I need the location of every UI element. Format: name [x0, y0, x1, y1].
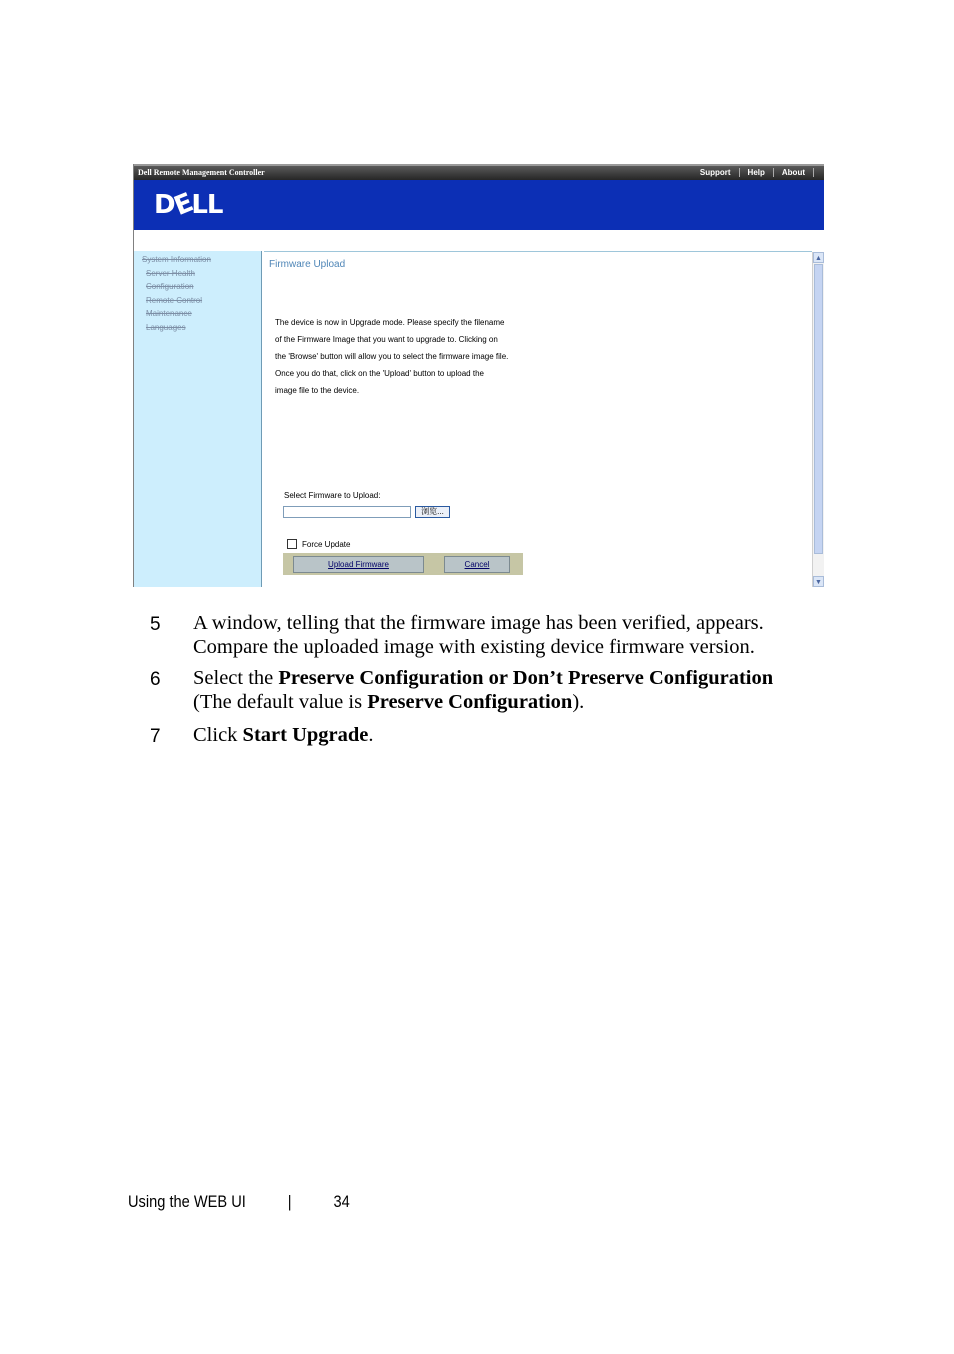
step-segment: Select the	[193, 667, 279, 689]
instruction-line: The device is now in Upgrade mode. Please specify the filename	[275, 318, 505, 327]
instruction-line: image file to the device.	[275, 386, 360, 395]
action-bar	[283, 553, 523, 575]
force-update-checkbox[interactable]	[287, 539, 297, 549]
dell-logo: DELL	[154, 187, 223, 223]
vertical-scrollbar[interactable]	[812, 252, 824, 587]
scroll-down-icon[interactable]: ▼	[813, 576, 824, 587]
step-line	[193, 636, 843, 660]
sidebar-item[interactable]: Server Health	[146, 268, 195, 278]
top-links	[692, 168, 814, 177]
header-banner	[134, 180, 824, 230]
step-emphasis: Start Upgrade	[242, 724, 369, 746]
page-footer	[128, 1192, 350, 1212]
upload-firmware-button[interactable]: Upload Firmware	[293, 556, 424, 573]
sidebar-item[interactable]: System Information	[142, 255, 211, 264]
page-number: 34	[333, 1192, 350, 1211]
support-link[interactable]: Support	[699, 168, 731, 177]
step-segment: Click	[193, 724, 243, 746]
sidebar-item[interactable]: Configuration	[146, 282, 194, 291]
step-line	[193, 724, 843, 748]
sidebar-item[interactable]: Maintenance	[146, 309, 192, 318]
step-number: 6	[150, 669, 161, 690]
select-firmware-label: Select Firmware to Upload:	[284, 491, 381, 500]
sidebar-item[interactable]: Remote Control	[146, 295, 203, 305]
firmware-file-input[interactable]	[283, 506, 411, 518]
step-text	[193, 667, 843, 714]
step-emphasis: Preserve Configuration or Don’t Preserve Configuration	[278, 667, 774, 689]
step-number: 5	[150, 614, 161, 635]
footer-section: Using the WEB UI	[128, 1192, 246, 1211]
firmware-upload-screenshot	[133, 164, 823, 587]
scroll-up-icon[interactable]: ▲	[813, 252, 824, 263]
step-text	[193, 724, 843, 748]
step-number: 7	[150, 726, 161, 747]
sidebar-nav	[142, 253, 211, 334]
step-line	[193, 612, 843, 636]
title-bar	[134, 164, 824, 180]
step-line	[193, 667, 843, 691]
link-divider	[813, 168, 814, 177]
page-title: Firmware Upload	[269, 259, 346, 270]
force-update-label: Force Update	[302, 539, 351, 549]
step-segment: .	[368, 724, 374, 746]
help-link[interactable]: Help	[739, 168, 773, 177]
about-link[interactable]: About	[773, 168, 813, 177]
step-line	[193, 691, 843, 715]
cancel-button[interactable]: Cancel	[444, 556, 510, 573]
instruction-line: of the Firmware Image that you want to upgrade to. Clicking on	[275, 335, 498, 344]
sidebar	[134, 251, 262, 587]
step-segment: ).	[572, 690, 585, 713]
scroll-thumb[interactable]	[814, 264, 823, 554]
step-segment: Compare the uploaded image with existing device firmware version.	[193, 635, 755, 658]
app-title: Dell Remote Management Controller	[138, 168, 265, 177]
sidebar-item[interactable]: Languages	[146, 322, 186, 332]
step-segment: (The default value is	[193, 690, 368, 713]
browse-button[interactable]: 浏览...	[415, 506, 450, 518]
force-update-row	[287, 539, 350, 549]
step-text	[193, 612, 843, 659]
instruction-line: the 'Browse' button will allow you to select the firmware image file.	[275, 352, 509, 361]
footer-separator: |	[287, 1192, 292, 1211]
step-emphasis: Preserve Configuration	[367, 690, 573, 713]
instruction-line: Once you do that, click on the 'Upload' button to upload the	[275, 369, 484, 378]
instructions	[275, 314, 595, 399]
step-segment: A window, telling that the firmware image has been verified, appears.	[193, 612, 764, 634]
main-content	[264, 251, 812, 588]
